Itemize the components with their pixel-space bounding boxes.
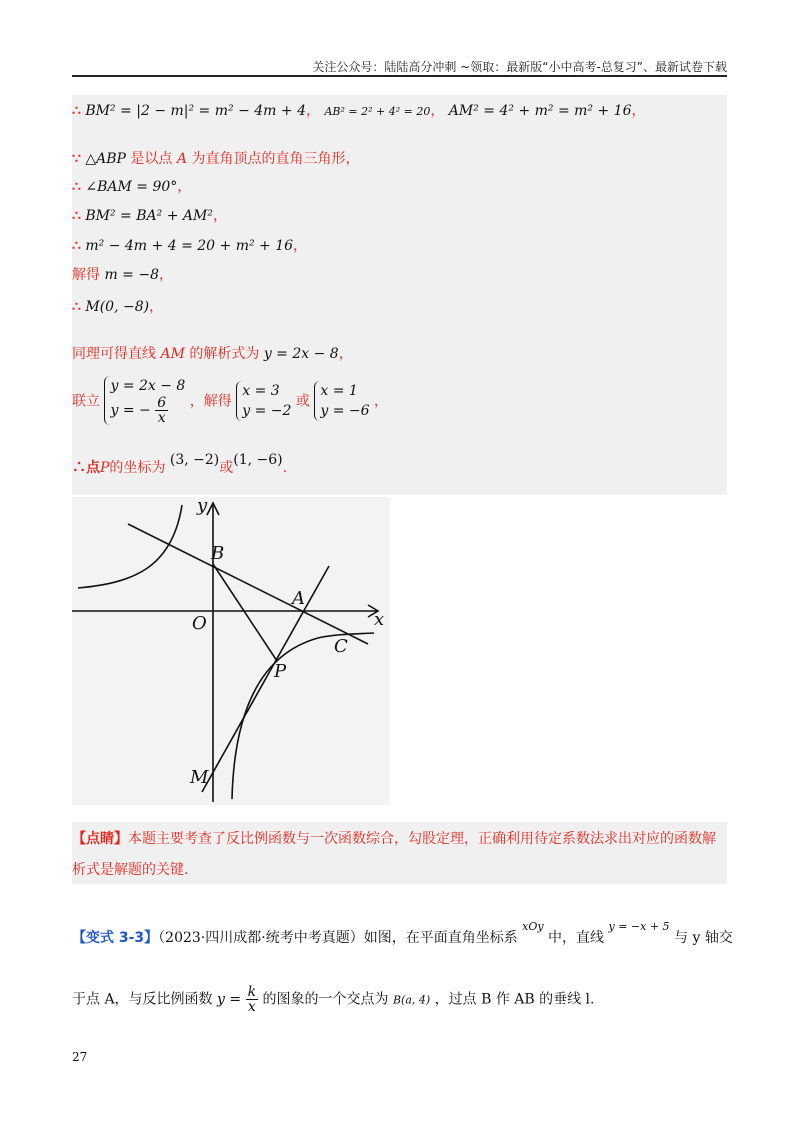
point-p: P <box>100 460 110 476</box>
label-o: O <box>192 613 207 634</box>
expanded-equation: m² − 4m + 4 = 20 + m² + 16 <box>85 238 294 254</box>
solution-line-5 <box>72 235 307 257</box>
text: 于点 A，与反比例函数 <box>72 991 213 1008</box>
label-x: x <box>374 609 385 630</box>
text: 中，直线 <box>548 930 605 946</box>
variant-source: （2023·四川成都·统考中考真题）如图，在平面直角坐标系 <box>158 930 518 946</box>
ab-squared-expression: AB² = 2² + 4² = 20 <box>324 105 431 118</box>
variant-problem-line-1 <box>72 920 733 950</box>
label-c: C <box>334 636 348 657</box>
period: . <box>282 460 288 476</box>
header-rule <box>72 75 727 77</box>
solution-x: x = 1 <box>320 382 358 399</box>
variant-problem-line-2 <box>72 985 732 1014</box>
text: 的坐标为 <box>109 460 166 476</box>
line-am-equation: y = 2x − 8 <box>263 346 339 362</box>
equation-hyperbola <box>110 396 185 425</box>
label-m: M <box>190 767 209 788</box>
equation-left: y = − <box>110 402 151 419</box>
solution-line-7 <box>72 296 163 318</box>
denominator: x <box>247 999 256 1015</box>
solution-line-2 <box>72 148 359 170</box>
or-text: 或 <box>219 460 234 476</box>
solution-2 <box>314 381 369 421</box>
coordinate-2: (1, −6) <box>233 452 283 468</box>
hyperbola-branch-lower <box>232 633 374 799</box>
fraction <box>246 985 258 1014</box>
comment-block <box>72 828 727 881</box>
equation-line: y = 2x − 8 <box>110 378 186 394</box>
text: 同理可得直线 <box>72 346 156 362</box>
function-graph <box>72 497 390 805</box>
solution-x: x = 3 <box>242 382 280 399</box>
point-m-coordinates: M(0, −8) <box>85 299 150 315</box>
therefore-symbol: ∴ <box>72 238 81 254</box>
comma: ， <box>631 103 646 119</box>
comma: ， <box>305 103 320 119</box>
or-text: 或 <box>295 393 310 410</box>
label-a: A <box>292 588 305 609</box>
line-am <box>202 566 329 792</box>
page-header: 关注公众号：陆陆高分冲刺 ~领取：最新版“小中高考-总复习”、最新试卷下载 <box>312 60 727 74</box>
text: ，过点 B 作 AB 的垂线 l. <box>434 991 595 1008</box>
comma: ， <box>430 103 445 119</box>
text: 联立 <box>72 393 100 410</box>
point-b: B(a, 4) <box>392 993 431 1007</box>
therefore-symbol: ∴ <box>72 208 81 224</box>
solution-line-6 <box>72 264 173 286</box>
therefore-symbol: ∴ <box>72 179 81 195</box>
hyperbola-branch-upper <box>78 505 182 588</box>
comment-text: 本题主要考查了反比例函数与一次函数综合，勾股定理，正确利用待定系数法求出对应的函数解 <box>128 831 716 847</box>
text: 与 y 轴交 <box>674 930 733 946</box>
label-y: y <box>197 497 208 516</box>
text: 是以点 <box>130 151 173 167</box>
line-bc <box>128 524 368 644</box>
comma: ， <box>177 179 192 195</box>
solution-line-4 <box>72 205 227 227</box>
inverse-function <box>217 985 258 1014</box>
text: 为直角顶点的直角三角形， <box>191 151 360 167</box>
solution-line-8 <box>72 343 353 365</box>
m-value: m = −8 <box>104 267 159 283</box>
solution-line-1 <box>72 100 645 123</box>
pythagorean-equation: BM² = BA² + AM² <box>85 208 213 224</box>
numerator: k <box>247 984 257 1000</box>
line-equation: y = −x + 5 <box>608 920 670 933</box>
comment-line-1 <box>72 828 727 850</box>
comment-line-2 <box>72 859 727 881</box>
comma: ， <box>338 346 353 362</box>
graph-svg <box>72 497 390 805</box>
text: 解得 <box>72 267 100 283</box>
system-of-equations <box>104 376 185 425</box>
because-symbol: ∵ <box>72 151 81 167</box>
therefore-symbol: ∴ <box>72 103 81 119</box>
comma: ， <box>159 267 173 283</box>
comma: ， <box>149 299 164 315</box>
therefore-point: ∴点 <box>72 460 100 476</box>
am-squared-expression: AM² = 4² + m² = m² + 16 <box>448 103 632 119</box>
solution-1 <box>236 381 291 421</box>
solution-line-10 <box>72 452 288 479</box>
comma: ， <box>293 238 308 254</box>
solution-line-9 <box>72 376 388 425</box>
function-left: y = <box>217 991 242 1008</box>
solution-line-3 <box>72 176 191 198</box>
angle-bam: ∠BAM = 90° <box>85 179 178 195</box>
page-number: 27 <box>72 1050 88 1064</box>
coordinate-system: xOy <box>522 920 544 933</box>
fraction <box>155 396 168 425</box>
denominator: x <box>157 410 166 426</box>
text: 的解析式为 <box>189 346 260 362</box>
segment-bp <box>213 564 277 661</box>
text: ，解得 <box>189 393 232 410</box>
bm-squared-expression: BM² = |2 − m|² = m² − 4m + 4 <box>85 103 306 119</box>
triangle-abp: △ABP <box>85 151 126 167</box>
variant-tag: 【变式 3-3】 <box>72 930 159 946</box>
comma: ， <box>373 393 388 410</box>
comment-tag: 【点睛】 <box>72 831 128 847</box>
label-p: P <box>274 661 287 682</box>
text: 的图象的一个交点为 <box>262 991 389 1008</box>
comma: ， <box>212 208 227 224</box>
solution-y: y = −2 <box>242 402 292 419</box>
numerator: 6 <box>157 395 167 411</box>
line-am: AM <box>160 346 185 362</box>
label-b: B <box>211 543 225 564</box>
solution-y: y = −6 <box>320 402 370 419</box>
comment-text: 析式是解题的关键. <box>72 862 189 878</box>
therefore-symbol: ∴ <box>72 299 81 315</box>
point-a: A <box>176 151 187 167</box>
coordinate-1: (3, −2) <box>169 452 220 468</box>
